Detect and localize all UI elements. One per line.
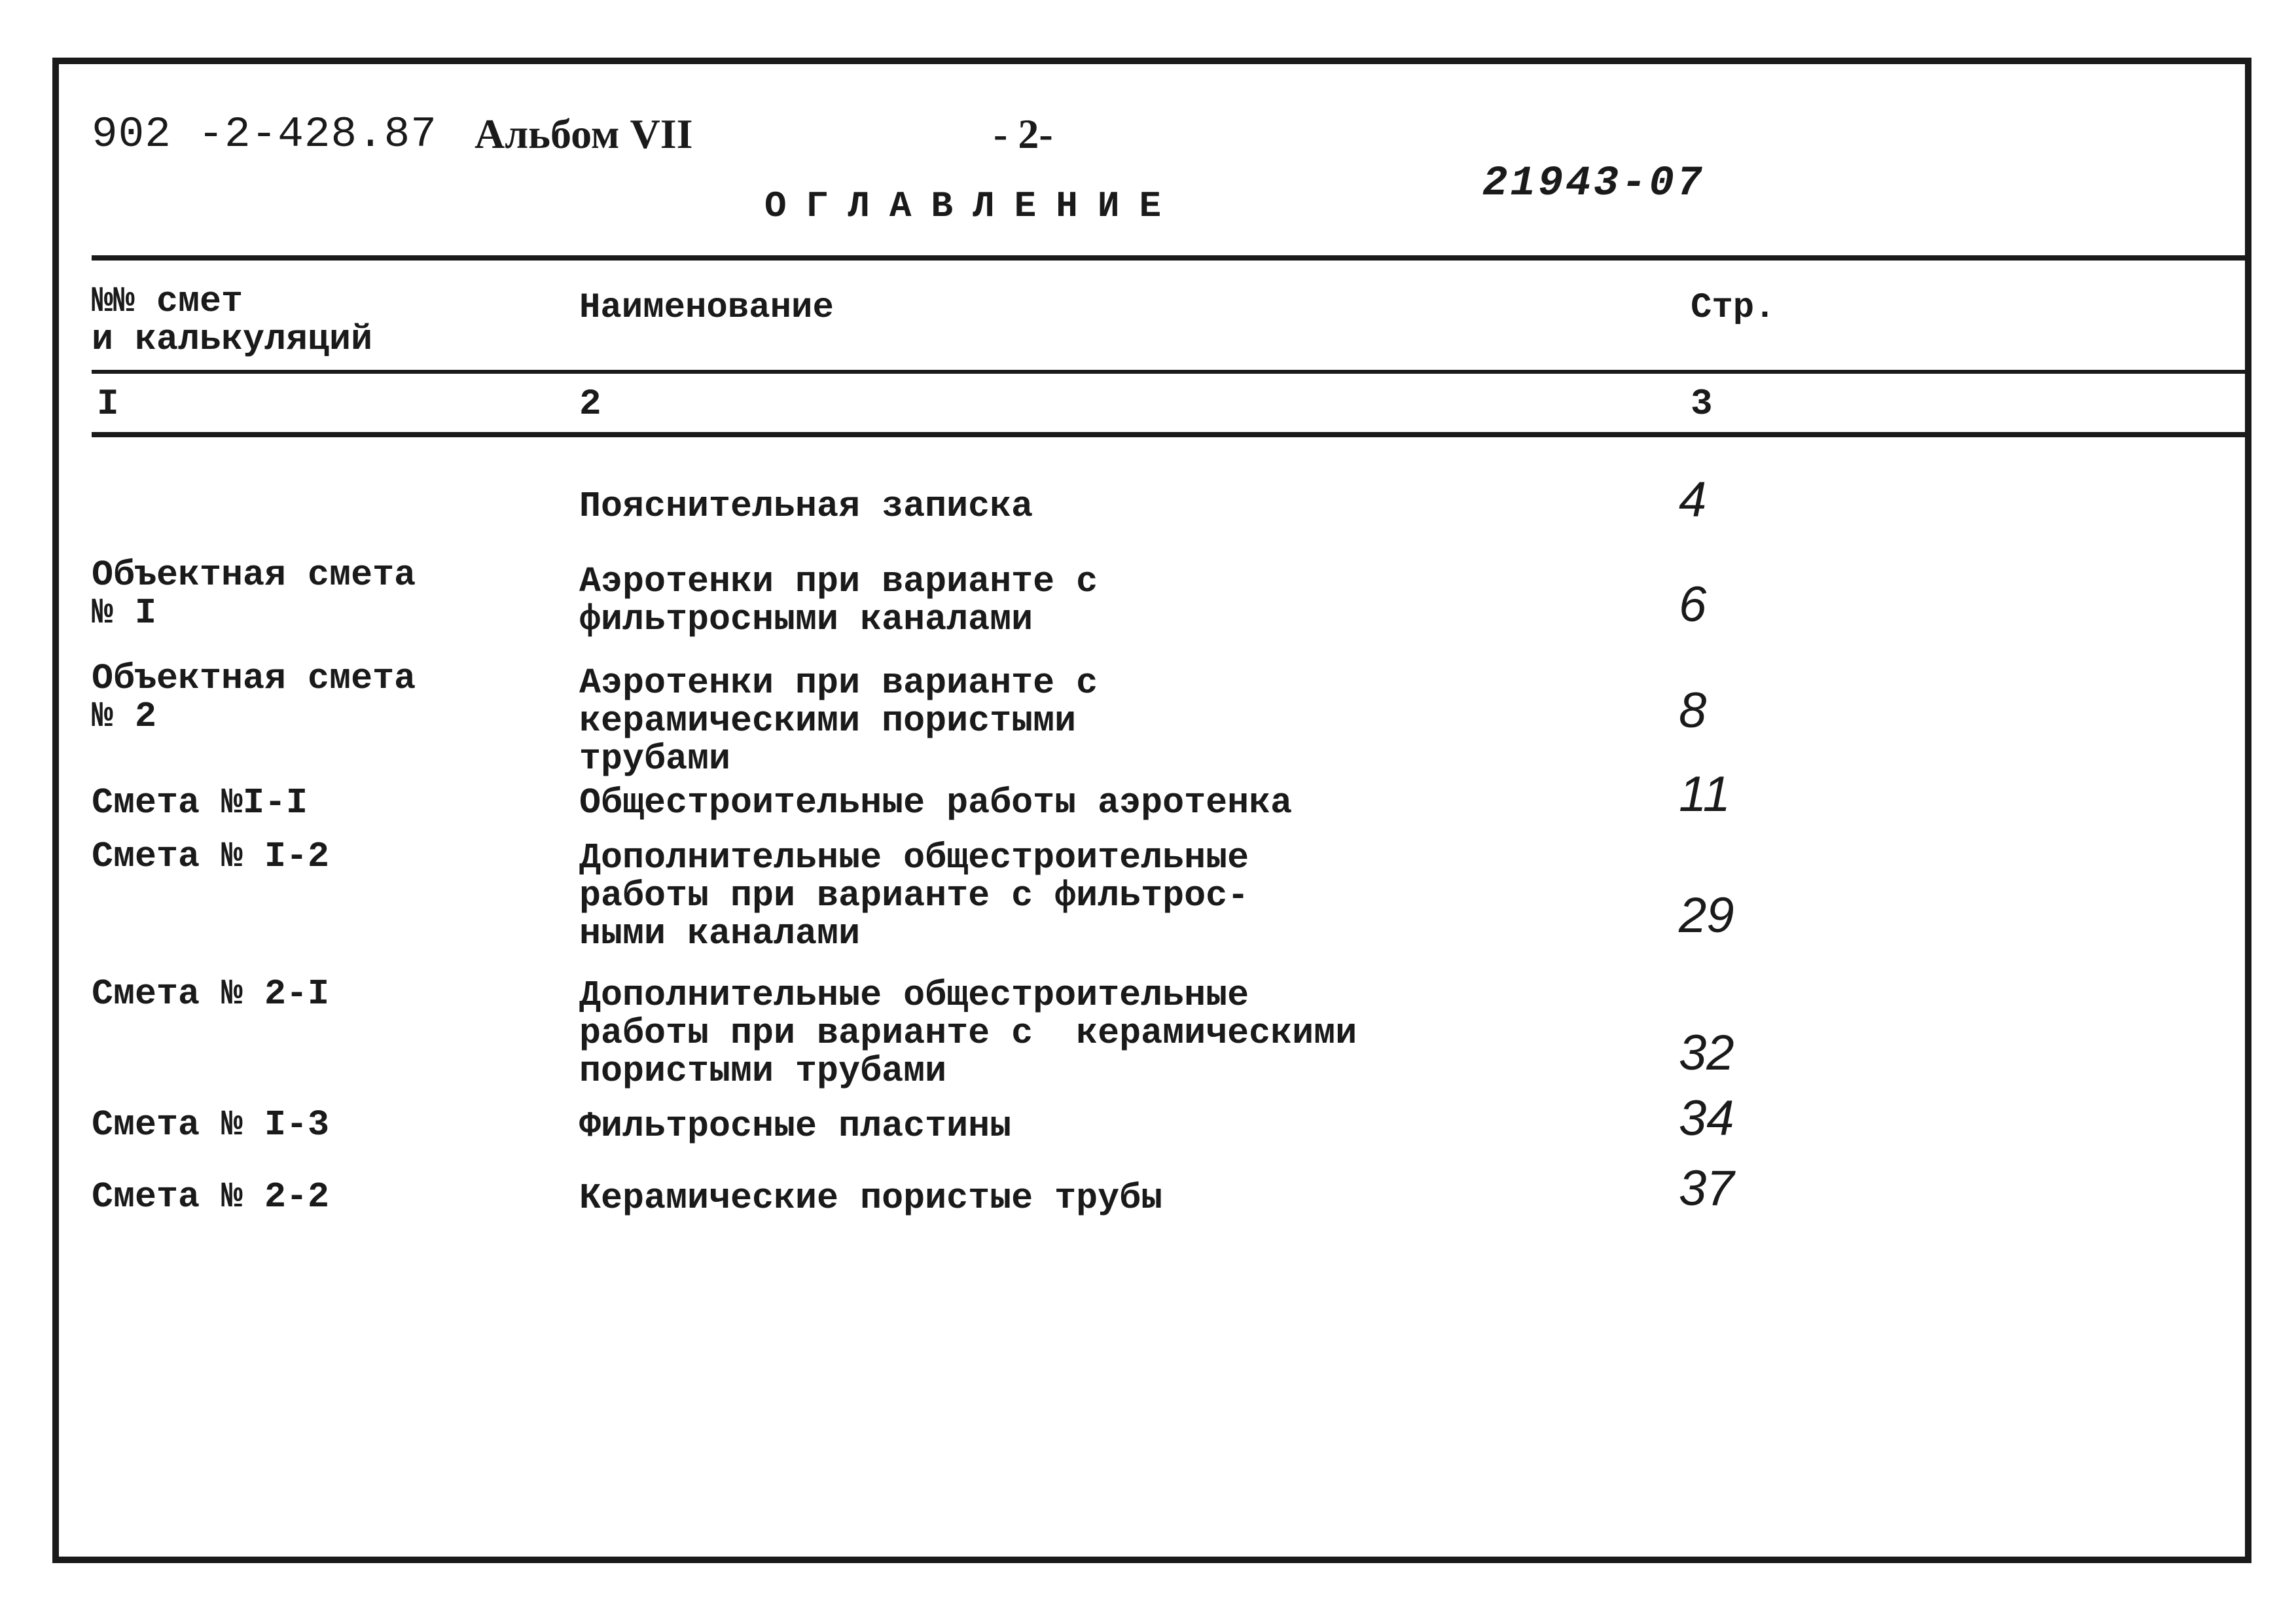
toc-row-code: Смета № 2-2 bbox=[92, 1176, 330, 1218]
toc-row-code: Объектная смета № I bbox=[92, 554, 416, 634]
document-code: 902 -2-428.87 bbox=[92, 110, 437, 159]
toc-row-name: Фильтросные пластины bbox=[579, 1106, 1012, 1147]
stamp-number: 21943-07 bbox=[1482, 160, 1705, 208]
toc-row-page: 6 bbox=[1679, 577, 1707, 632]
table-top-rule bbox=[92, 255, 2251, 261]
column-header-name: Наименование bbox=[579, 288, 834, 328]
header-bottom-rule bbox=[92, 370, 2251, 374]
toc-row-code: Смета №I-I bbox=[92, 782, 308, 823]
toc-row-name: Пояснительная записка bbox=[579, 486, 1033, 527]
column-header-page: Стр. bbox=[1691, 288, 1776, 328]
toc-row-code: Смета № I-3 bbox=[92, 1104, 330, 1146]
toc-row-page: 32 bbox=[1679, 1025, 1734, 1081]
toc-row-name: Дополнительные общестроительные работы при варианте с фильтрос- ными каналами bbox=[579, 837, 1249, 954]
toc-row-page: 8 bbox=[1679, 683, 1707, 738]
toc-row-code: Смета № I-2 bbox=[92, 836, 330, 877]
column-number-1: I bbox=[97, 383, 119, 425]
toc-row-page: 4 bbox=[1679, 472, 1707, 528]
toc-row-name: Аэротенки при варианте с фильтросными каналами bbox=[579, 561, 1098, 640]
page-number: - 2- bbox=[994, 111, 1053, 157]
column-number-2: 2 bbox=[579, 383, 601, 425]
toc-row-page: 37 bbox=[1679, 1161, 1734, 1216]
toc-row-code: Смета № 2-I bbox=[92, 973, 330, 1015]
toc-row-name: Дополнительные общестроительные работы при варианте с керамическими пористыми трубами bbox=[579, 975, 1357, 1092]
page-title: ОГЛАВЛЕНИЕ bbox=[764, 185, 1181, 227]
toc-row-page: 29 bbox=[1679, 888, 1734, 943]
toc-row-page: 11 bbox=[1679, 767, 1731, 822]
album-label: Альбом VII bbox=[475, 111, 693, 157]
toc-row-name: Керамические пористые трубы bbox=[579, 1178, 1163, 1219]
toc-row-name: Аэротенки при варианте с керамическими пористыми трубами bbox=[579, 662, 1098, 780]
toc-row-name: Общестроительные работы аэротенка bbox=[579, 782, 1293, 823]
toc-row-page: 34 bbox=[1679, 1091, 1734, 1146]
column-numbers-rule bbox=[92, 432, 2251, 437]
column-header-codes: №№ смет и калькуляций bbox=[92, 281, 373, 360]
toc-row-code: Объектная смета № 2 bbox=[92, 658, 416, 737]
column-number-3: 3 bbox=[1691, 383, 1713, 425]
